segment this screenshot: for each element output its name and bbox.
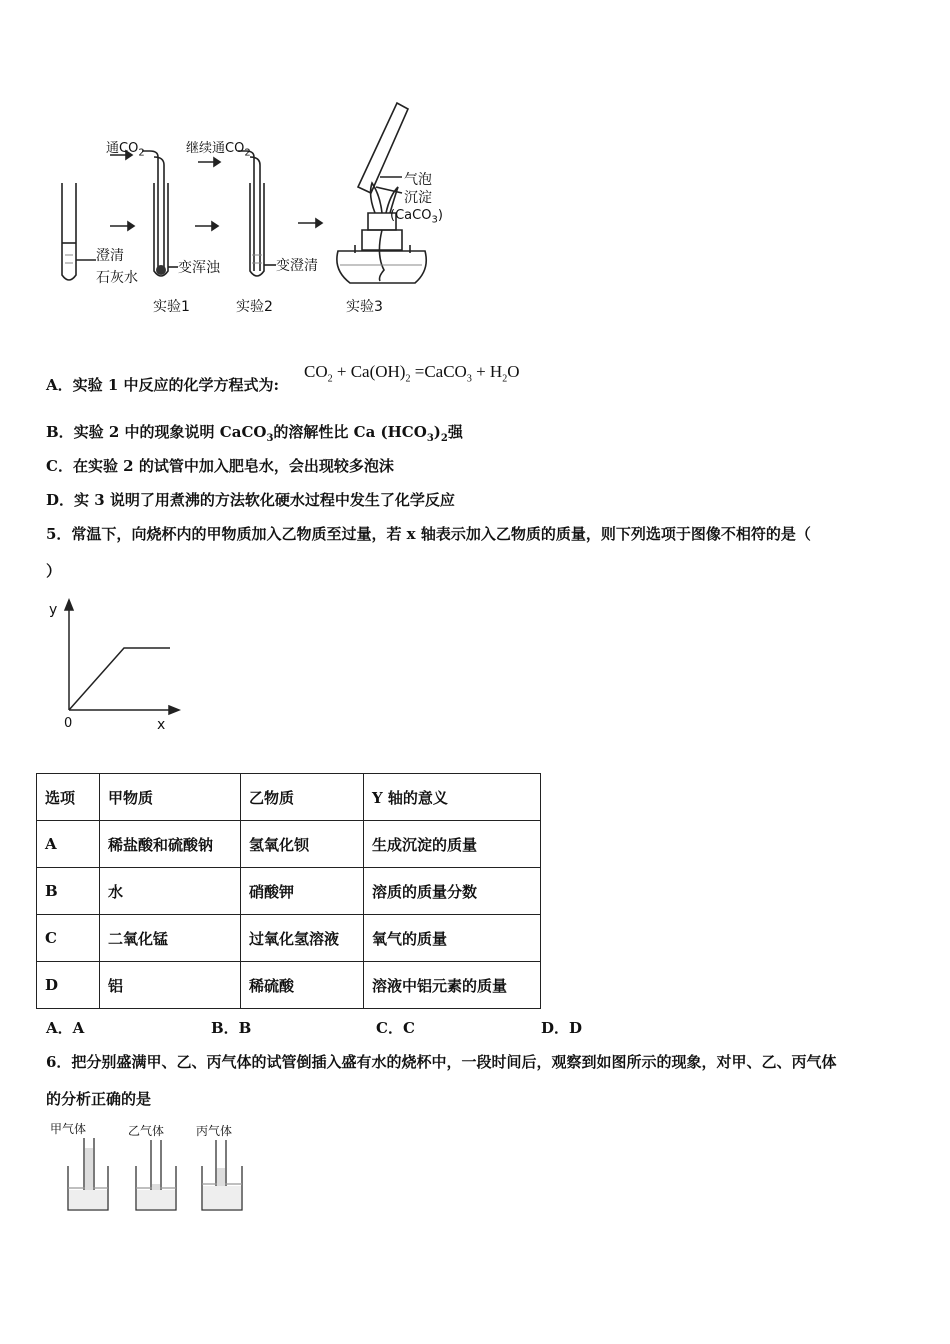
table-row <box>37 962 541 1009</box>
option-c: C．在实验 2 的试管中加入肥皂水，会出现较多泡沫 <box>46 457 394 475</box>
graph-x-label: x <box>157 717 166 733</box>
answer-choice-b[interactable]: B．B <box>211 1019 252 1037</box>
header-cell: Y 轴的意义 <box>364 774 541 821</box>
option-d: D．实 3 说明了用煮沸的方法软化硬水过程中发生了化学反应 <box>46 491 455 509</box>
exp3-label: 实验3 <box>346 299 383 315</box>
gas-b-label: 乙气体 <box>128 1124 165 1138</box>
becomes-clear-label: 变澄清 <box>276 258 318 274</box>
table-cell: 生成沉淀的质量 <box>364 821 541 868</box>
table-cell: 氢氧化钡 <box>241 821 364 868</box>
limewater-label: 石灰水 <box>96 270 138 286</box>
table-cell: 硝酸钾 <box>241 868 364 915</box>
table-cell: 二氧化锰 <box>100 915 241 962</box>
bubbles-label: 气泡 <box>404 172 432 188</box>
q6-figure <box>46 1118 256 1218</box>
graph-y-label: y <box>49 602 58 618</box>
precipitate-label: 沉淀 <box>404 190 432 206</box>
co2-label: 通$CO_2$ <box>106 141 145 159</box>
gas-c-label: 丙气体 <box>196 1124 233 1138</box>
table-cell: 稀硫酸 <box>241 962 364 1009</box>
water-dots <box>69 1148 241 1209</box>
exp1-label: 实验1 <box>153 299 190 315</box>
continue-co2-label: 继续通$CO_2$ <box>186 141 251 159</box>
table-cell: 水 <box>100 868 241 915</box>
caco3-label: (CaCO$_3$) <box>390 208 443 226</box>
table-cell: D <box>37 962 100 1009</box>
q5-stem-line1: 5．常温下，向烧杯内的甲物质加入乙物质至过量，若 x 轴表示加入乙物质的质量，则下列选项于图像不相符的是（ <box>46 525 811 543</box>
experiment-figure <box>50 95 480 325</box>
table-cell: 溶液中铝元素的质量 <box>364 962 541 1009</box>
precipitate-dot <box>156 265 166 275</box>
table-cell: B <box>37 868 100 915</box>
graph-origin-label: 0 <box>64 716 73 731</box>
table-row <box>37 821 541 868</box>
exp2-label: 实验2 <box>236 299 273 315</box>
answer-choice-c[interactable]: C．C <box>376 1019 415 1037</box>
turbid-label: 变浑浊 <box>178 260 220 276</box>
table-header-row <box>37 774 541 821</box>
q6-stem-line1: 6．把分别盛满甲、乙、丙气体的试管倒插入盛有水的烧杯中，一段时间后，观察到如图所示的现象，对甲、乙、丙气体 <box>46 1053 837 1071</box>
header-cell: 甲物质 <box>100 774 241 821</box>
table-cell: 铝 <box>100 962 241 1009</box>
table-row <box>37 868 541 915</box>
equation-a: $CO_2 + Ca(OH)_2$ =CaCO$_3$ + $H_2O$ <box>304 362 520 385</box>
table-cell: 溶质的质量分数 <box>364 868 541 915</box>
q5-graph <box>40 596 190 736</box>
table-cell: 氧气的质量 <box>364 915 541 962</box>
table-cell: C <box>37 915 100 962</box>
header-cell: 乙物质 <box>241 774 364 821</box>
table-row <box>37 915 541 962</box>
option-a: A．实验 1 中反应的化学方程式为: <box>46 376 280 394</box>
clear-label: 澄清 <box>96 248 124 264</box>
table-cell: A <box>37 821 100 868</box>
answer-choice-d[interactable]: D．D <box>541 1019 583 1037</box>
option-b: B．实验 2 中的现象说明 CaCO$_3$的溶解性比 Ca $(HCO_3)_2$强 <box>46 423 463 444</box>
table-cell: 过氧化氢溶液 <box>241 915 364 962</box>
q5-stem-line2: ） <box>46 562 62 580</box>
header-cell: 选项 <box>37 774 100 821</box>
q5-graph-axes <box>40 596 190 736</box>
gas-a-label: 甲气体 <box>50 1122 87 1136</box>
answer-choice-a[interactable]: A．A <box>46 1019 85 1037</box>
q6-stem-line2: 的分析正确的是 <box>46 1090 152 1108</box>
q5-options-table <box>36 773 541 1009</box>
table-cell: 稀盐酸和硫酸钠 <box>100 821 241 868</box>
